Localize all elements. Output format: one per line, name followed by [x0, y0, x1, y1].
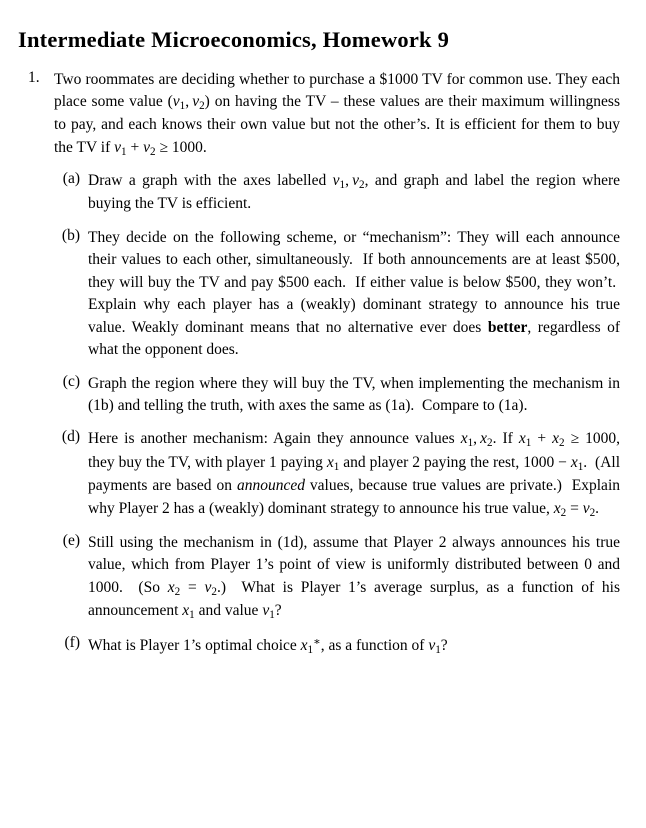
problem-1-text-part-1: Two roommates are deciding whether to purchase a $1000 TV for common use. They each place some value	[54, 71, 620, 111]
subpart-b-text: They decide on the following scheme, or “mechanism”: They will each announce their values to each other, simultaneously. If both announcements are at least $500, they will buy the TV and pay $500 each. If either value is below $500, they won’t. Explain why each player has a (weakly) dominant strategy to announce his true value. Weakly dominant means that no alternative ever does better, regardless of what the opponent does.	[88, 228, 621, 359]
subpart-f-text: What is Player 1’s optimal choice $x_1^∗$, as a function of $v_1$?	[88, 636, 448, 657]
problem-1-subparts	[54, 170, 620, 659]
problem-list	[16, 69, 620, 659]
problem-marker: 1.	[28, 69, 40, 86]
subpart-c-marker: (c)	[62, 372, 80, 390]
subpart-c	[54, 373, 620, 418]
subpart-a	[54, 170, 620, 216]
subpart-a-text: Draw a graph with the axes labelled $v_1$, $v_2$, and graph and label the region where buying the TV is efficient.	[88, 171, 620, 213]
page-title: Intermediate Microeconomics, Homework 9	[18, 27, 450, 52]
problem-1-text-part-2: on having the TV – these values are their maximum willingness to pay, and each knows their own value but not the other’s. It is efficient for them to buy the TV if	[54, 93, 620, 156]
subpart-d-text: Here is another mechanism: Again they announce values $x_1$, $x_2$. If $x_1 + x_2 \ge 1000$, they buy the TV, with player 1 paying $x_1$ and player 2 paying the rest, $1000 - x_1$. (All payments are based on announced values, because true values are private.) Explain why Player 2 has a (weakly) dominant strategy to announce his true value, $x_2 = v_2$.	[88, 430, 621, 519]
subpart-d	[54, 428, 620, 520]
subpart-b-marker: (b)	[61, 226, 80, 244]
subpart-f-marker: (f)	[64, 634, 80, 652]
subpart-f	[54, 634, 620, 658]
subpart-c-text: Graph the region where they will buy the TV, when implementing the mechanism in (1b) and telling the truth, with axes the same as (1a). Compare to (1a).	[88, 374, 620, 414]
subpart-b	[54, 227, 620, 362]
subpart-e-text: Still using the mechanism in (1d), assume that Player 2 always announces his true value, which from Player 1’s point of view is uniformly distributed between 0 and 1000. (So $x_2 = v_2$.) What is Player 1’s average surplus, as a function of his announcement $x_1$ and value $v_1$?	[88, 533, 620, 622]
subpart-a-marker: (a)	[62, 169, 80, 187]
problem-1	[16, 69, 620, 659]
subpart-e-marker: (e)	[62, 531, 80, 549]
subpart-e	[54, 532, 620, 624]
subpart-d-marker: (d)	[61, 428, 80, 446]
problem-1-statement: Two roommates are deciding whether to purchase a $1000 TV for common use. They each place some value ($v_1$, $v_2$) on having the TV – these values are their maximum willingness to pay, and each knows their own value but not the other’s. It is efficient for them to buy the TV if $v_1 + v_2 \ge 1000$.	[54, 71, 620, 158]
